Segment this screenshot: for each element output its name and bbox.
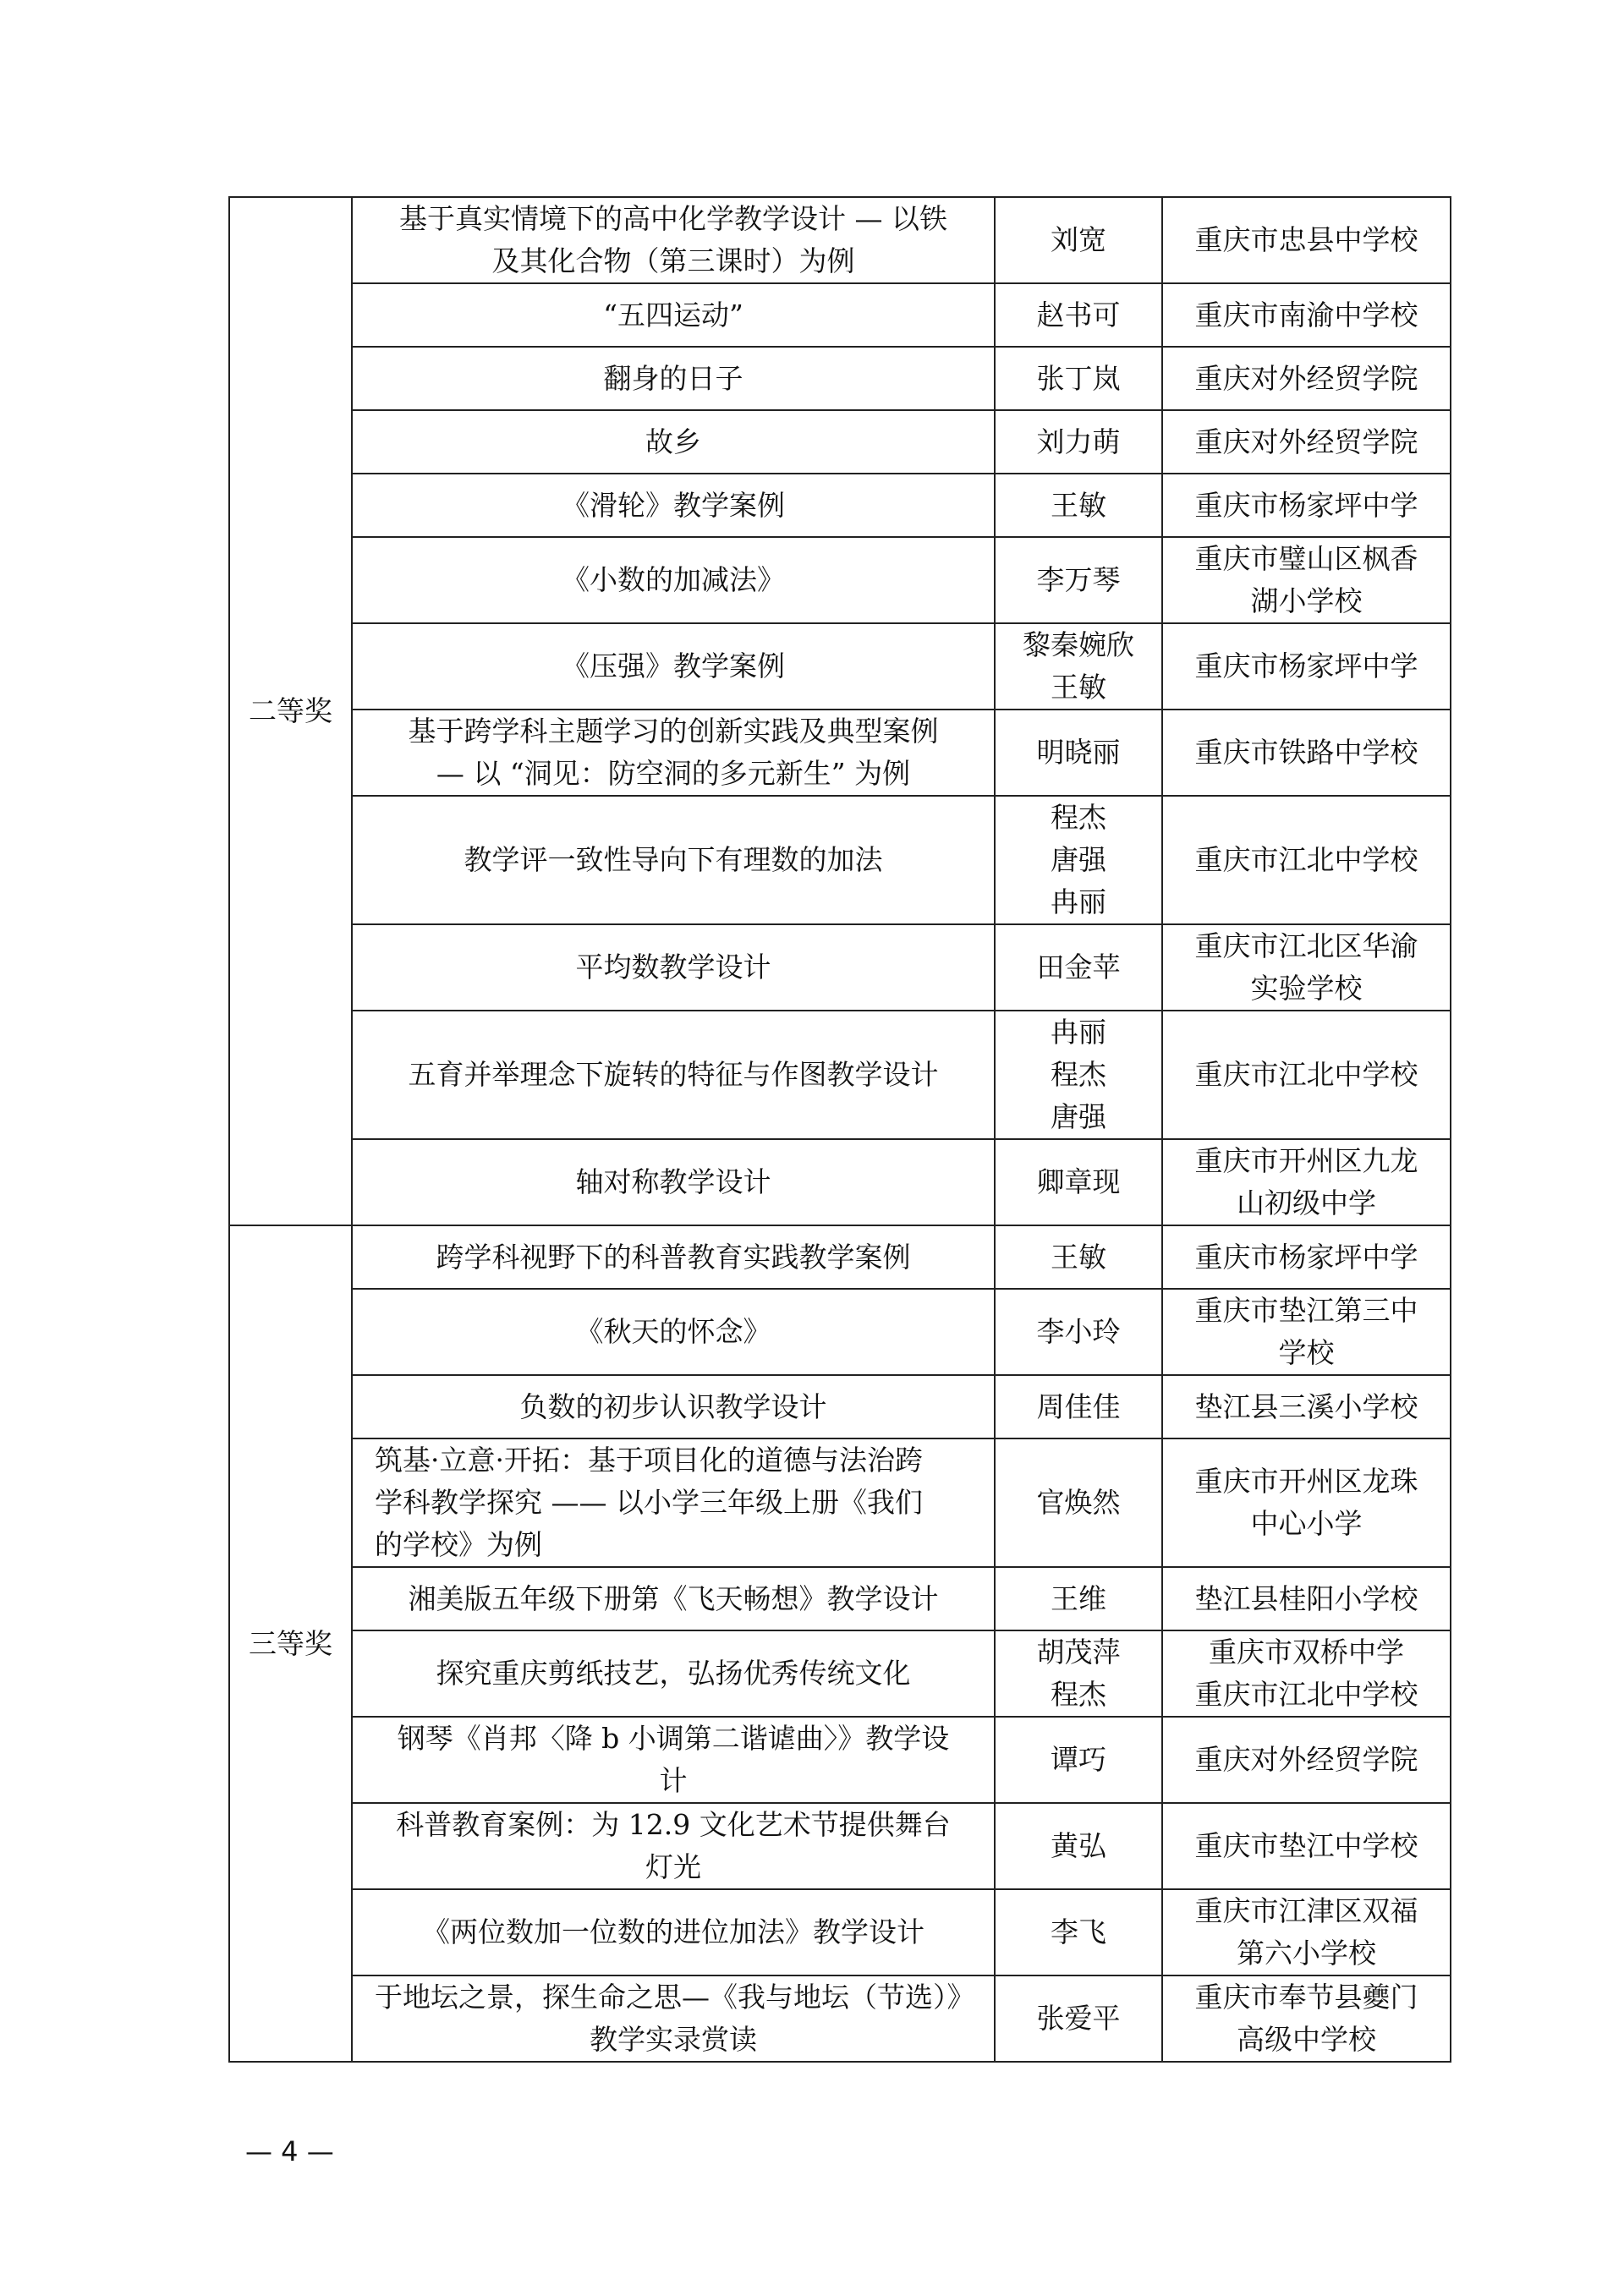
cell-line: 刘宽 [1051,223,1106,256]
cell-line: — 以 “洞见：防空洞的多元新生” 为例 [436,757,911,790]
work-title-cell [352,710,995,796]
cell-line: 重庆对外经贸学院 [1194,1743,1418,1776]
cell-line: 《小数的加减法》 [562,563,785,596]
cell-line: 周佳佳 [1036,1389,1121,1423]
table-row [229,623,1451,710]
school-cell [1162,474,1451,537]
author-cell [995,1139,1162,1225]
work-title-cell [352,1717,995,1803]
cell-line: 负数的初步认识教学设计 [519,1389,827,1423]
table-row [229,1011,1451,1139]
author-cell [995,197,1162,283]
cell-line: 冉丽 [1051,1016,1106,1049]
cell-line: 垫江县桂阳小学校 [1194,1581,1418,1615]
table-row [229,410,1451,474]
school-cell [1162,623,1451,710]
cell-line: 卿章现 [1036,1165,1121,1198]
school-cell [1162,283,1451,347]
work-title-cell [352,474,995,537]
work-title-cell [352,623,995,710]
cell-line: 平均数教学设计 [575,951,771,984]
cell-line: 灯光 [645,1850,701,1883]
cell-line: 刘力萌 [1036,425,1121,458]
cell-line: 谭巧 [1051,1743,1106,1776]
cell-line: 筑基·立意·开拓：基于项目化的道德与法治跨 [375,1444,923,1477]
cell-line: 王敏 [1051,671,1106,704]
cell-line: 重庆对外经贸学院 [1194,361,1418,395]
school-cell [1162,1139,1451,1225]
school-cell [1162,347,1451,410]
cell-line: 湖小学校 [1250,584,1363,617]
author-cell [995,1567,1162,1630]
cell-line: 科普教育案例：为 12.9 文化艺术节提供舞台 [396,1808,951,1841]
work-title-cell [352,1139,995,1225]
cell-line: 及其化合物（第三课时）为例 [491,244,855,277]
author-cell [995,924,1162,1011]
award-category-cell: 二等奖 [229,197,352,1225]
school-cell [1162,1225,1451,1289]
table-row [229,197,1451,283]
cell-line: 重庆市江北中学校 [1194,1058,1418,1091]
cell-line: 五育并举理念下旋转的特征与作图教学设计 [408,1058,939,1091]
cell-line: 重庆市垫江中学校 [1194,1829,1418,1862]
cell-line: 学校 [1278,1336,1335,1369]
cell-line: 跨学科视野下的科普教育实践教学案例 [436,1240,911,1274]
work-title-cell [352,796,995,924]
school-cell [1162,1630,1451,1717]
cell-line: 高级中学校 [1237,2023,1376,2056]
table-row [229,796,1451,924]
work-title-cell [352,1803,995,1889]
author-cell [995,474,1162,537]
school-cell [1162,1975,1451,2062]
work-title-cell [352,347,995,410]
table-row [229,1139,1451,1225]
school-cell [1162,1438,1451,1567]
school-cell [1162,924,1451,1011]
cell-line: 《滑轮》教学案例 [562,488,785,522]
cell-line: 重庆市南渝中学校 [1194,298,1418,332]
work-title-cell [352,537,995,623]
cell-line: 重庆市铁路中学校 [1194,736,1418,769]
cell-line: 王维 [1051,1581,1106,1615]
cell-line: 程杰 [1051,1678,1106,1711]
school-cell [1162,796,1451,924]
work-title-cell [352,1630,995,1717]
cell-line: 李小玲 [1036,1315,1121,1348]
author-cell [995,710,1162,796]
author-cell [995,283,1162,347]
school-cell [1162,1011,1451,1139]
cell-line: 重庆市双桥中学 [1209,1636,1404,1669]
cell-line: 教学实录赏读 [590,2023,757,2056]
cell-line: 基于跨学科主题学习的创新实践及典型案例 [408,715,939,748]
cell-line: 实验学校 [1250,972,1363,1005]
school-cell [1162,197,1451,283]
table-row [229,283,1451,347]
author-cell [995,410,1162,474]
author-cell [995,1717,1162,1803]
page-number: — 4 — [245,2135,334,2167]
work-title-cell [352,1567,995,1630]
cell-line: 黎秦婉欣 [1023,628,1134,661]
author-cell [995,796,1162,924]
table-row [229,347,1451,410]
cell-line: 重庆市江津区双福 [1194,1894,1418,1927]
author-cell [995,1011,1162,1139]
cell-line: 田金苹 [1036,951,1121,984]
cell-line: 重庆市江北区华渝 [1194,929,1418,962]
cell-line: 探究重庆剪纸技艺，弘扬优秀传统文化 [436,1657,911,1690]
school-cell [1162,710,1451,796]
cell-line: 重庆市璧山区枫香 [1194,542,1418,575]
cell-line: 垫江县三溪小学校 [1194,1389,1418,1423]
cell-line: 故乡 [645,425,701,458]
author-cell [995,537,1162,623]
school-cell [1162,1375,1451,1438]
table-row [229,1567,1451,1630]
author-cell [995,1438,1162,1567]
cell-line: 重庆市奉节县夔门 [1194,1981,1418,2014]
cell-line: 重庆市江北中学校 [1194,1678,1418,1711]
author-cell [995,1889,1162,1975]
cell-line: 重庆市杨家坪中学 [1194,1240,1418,1274]
work-title-cell [352,1289,995,1375]
cell-line: 程杰 [1051,801,1106,834]
school-cell [1162,1889,1451,1975]
award-table-body [229,197,1451,2062]
cell-line: 张爱平 [1036,2002,1121,2035]
cell-line: 重庆市垫江第三中 [1194,1294,1418,1327]
cell-line: 学科教学探究 —— 以小学三年级上册《我们 [375,1486,923,1519]
work-title-cell [352,1889,995,1975]
cell-line: 赵书可 [1036,298,1121,332]
cell-line: 的学校》为例 [375,1528,542,1561]
table-row [229,1289,1451,1375]
table-row [229,1803,1451,1889]
table-row [229,1975,1451,2062]
cell-line: 唐强 [1051,1100,1106,1133]
cell-line: 程杰 [1051,1058,1106,1091]
cell-line: 湘美版五年级下册第《飞天畅想》教学设计 [408,1581,939,1615]
cell-line: 王敏 [1051,488,1106,522]
author-cell [995,1975,1162,2062]
table-row [229,1630,1451,1717]
cell-line: 黄弘 [1051,1829,1106,1862]
cell-line: 重庆市开州区龙珠 [1194,1465,1418,1498]
cell-line: 基于真实情境下的高中化学教学设计 — 以铁 [399,202,947,235]
cell-line: “五四运动” [603,298,743,332]
cell-line: 《秋天的怀念》 [575,1315,771,1348]
table-row [229,710,1451,796]
work-title-cell [352,1375,995,1438]
work-title-cell [352,283,995,347]
award-table [228,196,1451,2063]
work-title-cell [352,1011,995,1139]
author-cell [995,1375,1162,1438]
cell-line: 重庆对外经贸学院 [1194,425,1418,458]
author-cell [995,347,1162,410]
cell-line: 钢琴《肖邦〈降 b 小调第二谐谑曲〉》教学设 [397,1722,950,1755]
cell-line: 冉丽 [1051,885,1106,918]
cell-line: 唐强 [1051,843,1106,876]
cell-line: 李万琴 [1036,563,1121,596]
author-cell [995,1630,1162,1717]
school-cell [1162,1803,1451,1889]
table-row [229,474,1451,537]
work-title-cell [352,924,995,1011]
table-row [229,1717,1451,1803]
cell-line: 重庆市杨家坪中学 [1194,649,1418,682]
cell-line: 重庆市杨家坪中学 [1194,488,1418,522]
award-category-cell: 三等奖 [229,1225,352,2062]
table-row [229,924,1451,1011]
cell-line: 计 [659,1764,688,1797]
cell-line: 教学评一致性导向下有理数的加法 [464,843,883,876]
cell-line: 翻身的日子 [603,361,743,395]
table-row [229,1225,1451,1289]
cell-line: 第六小学校 [1237,1937,1376,1970]
cell-line: 张丁岚 [1036,361,1121,395]
author-cell [995,1225,1162,1289]
cell-line: 《两位数加一位数的进位加法》教学设计 [422,1915,924,1948]
school-cell [1162,537,1451,623]
table-row [229,1889,1451,1975]
school-cell [1162,410,1451,474]
cell-line: 中心小学 [1250,1507,1363,1540]
school-cell [1162,1567,1451,1630]
table-row [229,1438,1451,1567]
school-cell [1162,1289,1451,1375]
cell-line: 山初级中学 [1237,1186,1376,1219]
cell-line: 官焕然 [1036,1486,1121,1519]
author-cell [995,623,1162,710]
work-title-cell [352,1438,995,1567]
author-cell [995,1289,1162,1375]
cell-line: 明晓丽 [1036,736,1121,769]
cell-line: 重庆市江北中学校 [1194,843,1418,876]
cell-line: 重庆市忠县中学校 [1194,223,1418,256]
cell-line: 李飞 [1051,1915,1106,1948]
work-title-cell [352,197,995,283]
table-row [229,537,1451,623]
cell-line: 于地坛之景，探生命之思—《我与地坛（节选）》 [375,1981,975,2014]
cell-line: 胡茂萍 [1036,1636,1121,1669]
cell-line: 重庆市开州区九龙 [1194,1144,1418,1177]
cell-line: 轴对称教学设计 [575,1165,771,1198]
author-cell [995,1803,1162,1889]
work-title-cell [352,1225,995,1289]
table-row [229,1375,1451,1438]
work-title-cell [352,1975,995,2062]
cell-line: 王敏 [1051,1240,1106,1274]
cell-line: 《压强》教学案例 [562,649,785,682]
school-cell [1162,1717,1451,1803]
work-title-cell [352,410,995,474]
